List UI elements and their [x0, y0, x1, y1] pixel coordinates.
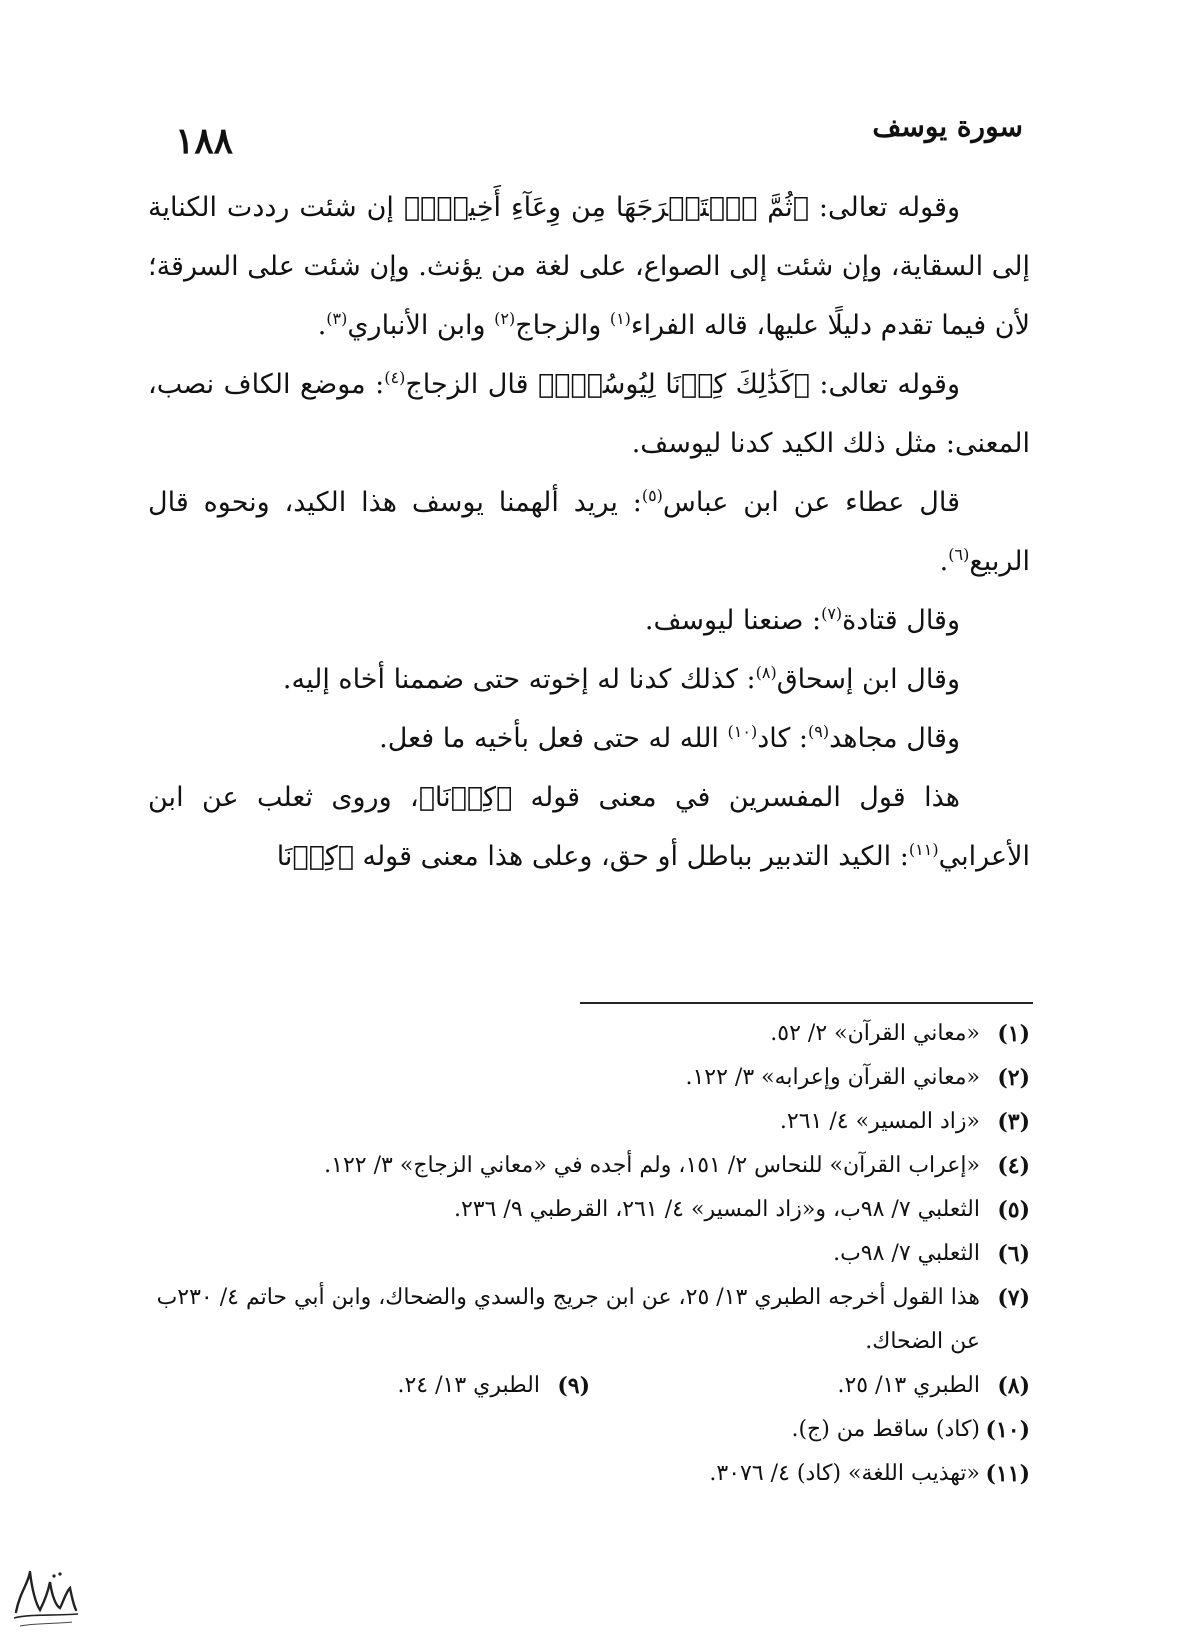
footnote-number: (٢)	[997, 1065, 1030, 1091]
footnote-ref[interactable]: (١٠)	[727, 722, 758, 741]
text-run: والزجاج	[515, 310, 610, 341]
surah-title: سورة يوسف	[872, 110, 1023, 143]
text-run: إن شئت رددت الكناية إلى السقاية، وإن شئت إلى الصواع، على لغة من يؤنث. وإن شئت على السرقة؛ لأن فيما تقدم دليلًا عليها، قاله الفراء	[148, 192, 1030, 341]
page-header	[150, 110, 1035, 160]
text-run: الله له حتى فعل بأخيه ما فعل.	[379, 723, 728, 754]
page-number: ١٨٨	[175, 120, 234, 162]
text-run: وقوله تعالى:	[809, 369, 960, 400]
footnote-text: «معاني القرآن» ٢/ ٥٢.	[770, 1021, 980, 1046]
paragraph-3	[148, 473, 1030, 591]
text-run: وقال ابن إسحاق	[776, 664, 960, 695]
footnote-ref[interactable]: (٨)	[755, 663, 777, 682]
footnote-ref[interactable]: (٥)	[641, 486, 663, 505]
text-run: .	[939, 546, 949, 577]
footnote-item	[140, 1408, 1030, 1452]
footnote-ref[interactable]: (١)	[609, 309, 631, 328]
footnote-item	[140, 1276, 1030, 1364]
footnote-ref[interactable]: (١١)	[908, 840, 939, 859]
footnote-number: (١١)	[985, 1461, 1030, 1487]
quran-verse: ﴿كِدۡنَا﴾	[418, 782, 513, 813]
text-run: .	[317, 310, 327, 341]
publisher-logo-icon	[10, 1562, 82, 1638]
footnotes	[140, 1012, 1030, 1496]
quran-verse: ﴿كَذَٰلِكَ كِدۡنَا لِيُوسُفَۖ﴾	[537, 369, 810, 400]
text-run: هذا قول المفسرين في معنى قوله	[512, 782, 960, 813]
footnote-number: (٤)	[997, 1153, 1030, 1179]
footnote-text: هذا القول أخرجه الطبري ١٣/ ٢٥، عن ابن جريج والسدي والضحاك، وابن أبي حاتم ٤/ ٢٣٠ب عن الضحاك.	[156, 1285, 980, 1354]
footnote-item	[140, 1232, 1030, 1276]
main-text	[148, 178, 1030, 886]
footnote-item	[140, 1056, 1030, 1100]
footnote-number: (٦)	[997, 1241, 1030, 1267]
paragraph-1	[148, 178, 1030, 355]
text-run: : يريد ألهمنا يوسف هذا الكيد، ونحوه قال الربيع	[148, 487, 1030, 577]
footnote-ref[interactable]: (٦)	[948, 545, 970, 564]
footnote-row-pair	[140, 1364, 1030, 1408]
footnote-ref[interactable]: (٤)	[384, 368, 406, 387]
footnote-text: «إعراب القرآن» للنحاس ٢/ ١٥١، ولم أجده في «معاني الزجاج» ٣/ ١٢٢.	[324, 1153, 980, 1178]
footnote-ref[interactable]: (٢)	[494, 309, 516, 328]
footnote-number: (٨)	[997, 1373, 1030, 1399]
footnote-text: (كاد) ساقط من (ج).	[791, 1417, 980, 1442]
footnote-number: (١٠)	[985, 1417, 1030, 1443]
paragraph-2	[148, 355, 1030, 473]
text-run: قال الزجاج	[405, 369, 538, 400]
footnote-ref[interactable]: (٧)	[821, 604, 843, 623]
footnote-text: «زاد المسير» ٤/ ٢٦١.	[779, 1109, 980, 1134]
text-run: : كاد	[757, 723, 808, 754]
text-run: : موضع الكاف نصب، المعنى: مثل ذلك الكيد كدنا ليوسف.	[148, 369, 1030, 459]
text-run: وابن الأنباري	[347, 310, 495, 341]
footnote-number: (٥)	[997, 1197, 1030, 1223]
text-run: : كذلك كدنا له إخوته حتى ضممنا أخاه إليه.	[282, 664, 756, 695]
footnote-number: (٧)	[997, 1285, 1030, 1311]
footnote-item	[140, 1012, 1030, 1056]
footnote-item	[140, 1144, 1030, 1188]
text-run: وقال قتادة	[842, 605, 960, 636]
paragraph-7	[148, 768, 1030, 886]
footnote-item	[397, 1364, 590, 1408]
footnote-item	[140, 1100, 1030, 1144]
footnote-text: الطبري ١٣/ ٢٥.	[837, 1373, 980, 1398]
footnote-ref[interactable]: (٣)	[326, 309, 348, 328]
paragraph-6	[148, 709, 1030, 768]
footnote-number: (٩)	[557, 1373, 590, 1399]
footnote-text: «معاني القرآن وإعرابه» ٣/ ١٢٢.	[685, 1065, 980, 1090]
footnote-text: الثعلبي ٧/ ٩٨ب.	[833, 1241, 980, 1266]
footnote-text: الثعلبي ٧/ ٩٨ب، و«زاد المسير» ٤/ ٢٦١، القرطبي ٩/ ٢٣٦.	[453, 1197, 980, 1222]
footnote-text: الطبري ١٣/ ٢٤.	[397, 1373, 540, 1398]
quran-verse: ﴿ثُمَّ ٱسۡتَخۡرَجَهَا مِن وِعَآءِ أَخِيهِۚ﴾	[403, 192, 809, 223]
text-run: وقال مجاهد	[829, 723, 960, 754]
text-run: : الكيد التدبير بباطل أو حق، وعلى هذا معنى قوله	[353, 841, 909, 872]
quran-verse: ﴿كِدۡنَا	[276, 841, 354, 872]
paragraph-4	[148, 591, 1030, 650]
footnote-number: (٣)	[997, 1109, 1030, 1135]
footnote-item	[837, 1364, 1030, 1408]
footnote-ref[interactable]: (٩)	[808, 722, 830, 741]
text-run: وقوله تعالى:	[808, 192, 960, 223]
text-run: : صنعنا ليوسف.	[644, 605, 822, 636]
footnote-number: (١)	[997, 1021, 1030, 1047]
footnote-text: «تهذيب اللغة» (كاد) ٤/ ٣٠٧٦.	[709, 1461, 980, 1486]
footnote-item	[140, 1452, 1030, 1496]
footnote-item	[140, 1188, 1030, 1232]
text-run: قال عطاء عن ابن عباس	[662, 487, 960, 518]
text-run: ، وروى ثعلب عن ابن الأعرابي	[148, 782, 1030, 872]
paragraph-5	[148, 650, 1030, 709]
footnote-divider	[580, 1002, 1033, 1004]
